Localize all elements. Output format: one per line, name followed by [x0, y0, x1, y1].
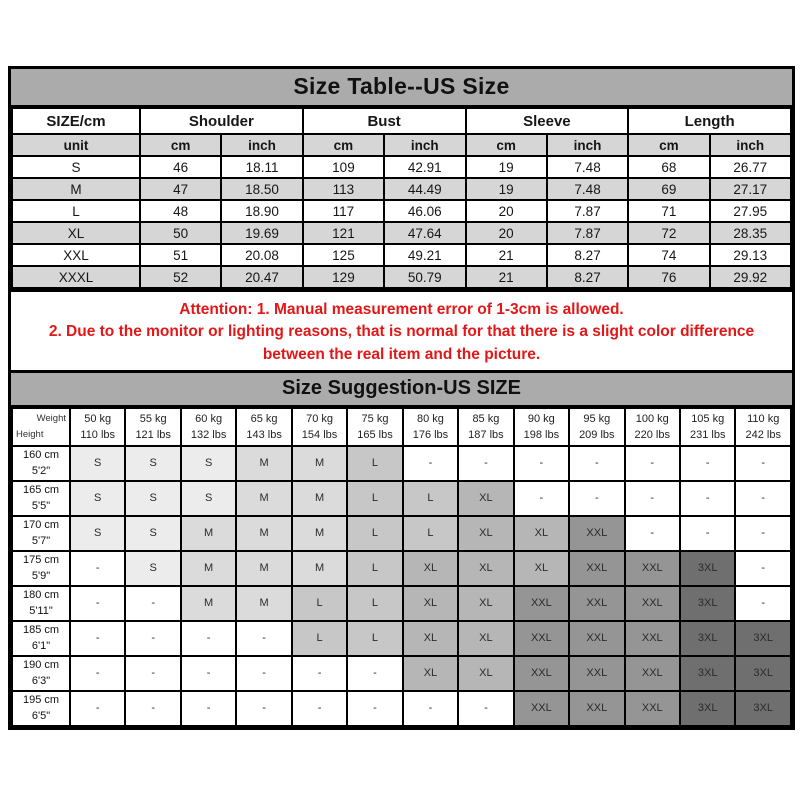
measurement-value: 27.17: [710, 178, 791, 200]
suggested-size-cell: -: [347, 656, 402, 691]
suggested-size-cell: L: [347, 516, 402, 551]
suggested-size-cell: XXL: [625, 656, 680, 691]
measurement-value: 19: [466, 178, 547, 200]
suggested-size-cell: -: [125, 586, 180, 621]
weight-kg: 80 kg: [416, 412, 444, 425]
suggested-size-cell: XXL: [514, 691, 569, 726]
weight-lbs: 165 lbs: [357, 429, 393, 441]
suggested-size-cell: -: [236, 656, 291, 691]
suggested-size-cell: -: [125, 691, 180, 726]
weight-kg: 95 kg: [583, 412, 611, 425]
measurement-value: 7.48: [547, 178, 628, 200]
suggested-size-cell: -: [125, 656, 180, 691]
weight-kg: 110 kg: [747, 412, 780, 425]
height-row: [12, 691, 791, 726]
measurement-value: 7.87: [547, 222, 628, 244]
unit-header: cm: [303, 134, 384, 156]
suggested-size-cell: M: [292, 481, 347, 516]
height-row: [12, 516, 791, 551]
measurement-value: 76: [628, 266, 709, 288]
measurement-value: 46: [140, 156, 221, 178]
height-label: [12, 656, 70, 691]
unit-label: unit: [12, 134, 140, 156]
suggested-size-cell: -: [569, 481, 624, 516]
unit-header-row: [12, 134, 791, 156]
weight-lbs: 198 lbs: [523, 429, 560, 441]
group-header-row: [12, 108, 791, 134]
height-label: [12, 621, 70, 656]
suggested-size-cell: S: [125, 551, 180, 586]
measurement-value: 51: [140, 244, 221, 266]
weight-lbs: 132 lbs: [190, 429, 227, 441]
measurement-value: 18.11: [221, 156, 302, 178]
height-cm: 195 cm: [22, 693, 60, 706]
suggested-size-cell: XXL: [569, 586, 624, 621]
measurement-value: 121: [303, 222, 384, 244]
suggested-size-cell: -: [70, 551, 125, 586]
height-label: [12, 551, 70, 586]
suggested-size-cell: XL: [458, 551, 513, 586]
suggested-size-cell: -: [458, 446, 513, 481]
measurement-value: 50: [140, 222, 221, 244]
suggested-size-cell: -: [735, 551, 791, 586]
size-label: S: [12, 156, 140, 178]
suggested-size-cell: L: [347, 446, 402, 481]
suggested-size-cell: -: [625, 446, 680, 481]
suggested-size-cell: L: [347, 551, 402, 586]
suggested-size-cell: XL: [403, 586, 458, 621]
suggested-size-cell: S: [181, 446, 236, 481]
unit-header: inch: [384, 134, 465, 156]
height-ft: 6'1": [31, 639, 51, 652]
suggested-size-cell: -: [735, 446, 791, 481]
suggested-size-cell: 3XL: [680, 586, 735, 621]
suggested-size-cell: XL: [514, 551, 569, 586]
measurement-value: 20: [466, 200, 547, 222]
height-cm: 190 cm: [22, 658, 60, 671]
suggested-size-cell: XXL: [569, 656, 624, 691]
group-header-shoulder: Shoulder: [140, 108, 303, 134]
group-header-sleeve: Sleeve: [466, 108, 629, 134]
suggested-size-cell: -: [292, 691, 347, 726]
height-cm: 185 cm: [22, 623, 60, 636]
height-row: [12, 621, 791, 656]
height-label: [12, 516, 70, 551]
suggested-size-cell: M: [236, 446, 291, 481]
measurement-value: 8.27: [547, 266, 628, 288]
suggested-size-cell: XXL: [569, 551, 624, 586]
size-suggestion-table: [11, 407, 792, 727]
suggested-size-cell: -: [735, 586, 791, 621]
size-label: XXL: [12, 244, 140, 266]
weight-kg: 100 kg: [635, 412, 669, 425]
size-table-section: [8, 66, 795, 378]
attention-line-2: 2. Due to the monitor or lighting reasons, that is normal for that there is a slight color difference: [48, 323, 755, 341]
weight-kg: 65 kg: [250, 412, 278, 425]
measurement-value: 29.13: [710, 244, 791, 266]
weight-kg: 75 kg: [361, 412, 389, 425]
measurement-value: 129: [303, 266, 384, 288]
measurement-value: 47.64: [384, 222, 465, 244]
weight-header: [347, 408, 402, 446]
height-row: [12, 551, 791, 586]
suggested-size-cell: -: [514, 481, 569, 516]
suggested-size-cell: M: [292, 446, 347, 481]
weight-kg: 50 kg: [84, 412, 112, 425]
size-table-body: [12, 156, 791, 288]
measurement-value: 113: [303, 178, 384, 200]
suggested-size-cell: 3XL: [735, 691, 791, 726]
measurement-value: 69: [628, 178, 709, 200]
measurement-value: 28.35: [710, 222, 791, 244]
measurement-value: 109: [303, 156, 384, 178]
size-row-m: [12, 178, 791, 200]
height-cm: 175 cm: [22, 553, 60, 566]
attention-note: [11, 289, 792, 375]
suggested-size-cell: -: [680, 481, 735, 516]
measurement-value: 21: [466, 244, 547, 266]
size-table: [11, 107, 792, 289]
suggested-size-cell: -: [70, 691, 125, 726]
height-row: [12, 656, 791, 691]
height-cm: 165 cm: [22, 483, 60, 496]
suggested-size-cell: XL: [458, 586, 513, 621]
suggested-size-cell: -: [70, 621, 125, 656]
suggested-size-cell: -: [347, 691, 402, 726]
suggested-size-cell: -: [181, 691, 236, 726]
height-ft: 5'7": [31, 534, 51, 547]
attention-line-1: Attention: 1. Manual measurement error of 1-3cm is allowed.: [179, 301, 624, 318]
suggested-size-cell: S: [70, 446, 125, 481]
height-ft: 6'5": [31, 709, 51, 722]
weight-lbs: 176 lbs: [412, 429, 449, 441]
height-row: [12, 446, 791, 481]
height-row: [12, 481, 791, 516]
suggested-size-cell: XXL: [514, 621, 569, 656]
suggested-size-cell: S: [181, 481, 236, 516]
size-label: M: [12, 178, 140, 200]
weight-lbs: 187 lbs: [468, 429, 504, 441]
suggested-size-cell: M: [181, 516, 236, 551]
suggested-size-cell: XXL: [514, 586, 569, 621]
suggested-size-cell: -: [70, 656, 125, 691]
suggested-size-cell: -: [70, 586, 125, 621]
suggested-size-cell: -: [292, 656, 347, 691]
size-suggestion-head: [12, 408, 791, 446]
weight-header: [625, 408, 680, 446]
suggested-size-cell: M: [236, 551, 291, 586]
suggested-size-cell: XL: [458, 656, 513, 691]
suggested-size-cell: XL: [458, 621, 513, 656]
suggested-size-cell: S: [125, 446, 180, 481]
suggested-size-cell: XXL: [569, 691, 624, 726]
size-row-l: [12, 200, 791, 222]
weight-lbs: 209 lbs: [579, 429, 615, 441]
measurement-value: 8.27: [547, 244, 628, 266]
weight-header: [514, 408, 569, 446]
weight-header: [569, 408, 624, 446]
weight-header: [236, 408, 291, 446]
suggested-size-cell: M: [181, 551, 236, 586]
weight-header: [458, 408, 513, 446]
measurement-value: 47: [140, 178, 221, 200]
weight-lbs: 143 lbs: [246, 429, 282, 441]
measurement-value: 20: [466, 222, 547, 244]
suggested-size-cell: -: [680, 516, 735, 551]
size-label: L: [12, 200, 140, 222]
height-label: [12, 691, 70, 726]
measurement-value: 44.49: [384, 178, 465, 200]
suggested-size-cell: S: [125, 481, 180, 516]
unit-header: cm: [628, 134, 709, 156]
suggested-size-cell: XL: [403, 621, 458, 656]
suggested-size-cell: S: [70, 481, 125, 516]
suggested-size-cell: 3XL: [680, 551, 735, 586]
suggested-size-cell: -: [569, 446, 624, 481]
unit-header: inch: [547, 134, 628, 156]
size-table-title: Size Table--US Size: [11, 69, 792, 107]
measurement-value: 27.95: [710, 200, 791, 222]
group-header-length: Length: [628, 108, 791, 134]
measurement-value: 125: [303, 244, 384, 266]
measurement-value: 19.69: [221, 222, 302, 244]
size-label: XXXL: [12, 266, 140, 288]
weight-header: [292, 408, 347, 446]
height-ft: 5'11": [29, 604, 53, 617]
suggested-size-cell: 3XL: [735, 621, 791, 656]
height-ft: 5'2": [31, 464, 51, 477]
suggested-size-cell: -: [680, 446, 735, 481]
suggested-size-cell: -: [403, 446, 458, 481]
measurement-value: 72: [628, 222, 709, 244]
suggested-size-cell: XXL: [625, 621, 680, 656]
weight-header: [125, 408, 180, 446]
measurement-value: 71: [628, 200, 709, 222]
suggested-size-cell: L: [347, 481, 402, 516]
suggested-size-cell: L: [347, 621, 402, 656]
suggested-size-cell: XXL: [569, 621, 624, 656]
weight-kg: 90 kg: [527, 412, 555, 425]
measurement-value: 117: [303, 200, 384, 222]
measurement-value: 74: [628, 244, 709, 266]
suggested-size-cell: -: [236, 691, 291, 726]
suggested-size-cell: S: [70, 516, 125, 551]
weight-height-corner: [12, 408, 70, 446]
weight-header: [680, 408, 735, 446]
measurement-value: 7.48: [547, 156, 628, 178]
weight-kg: 85 kg: [472, 412, 500, 425]
suggested-size-cell: -: [625, 516, 680, 551]
suggested-size-cell: XXL: [625, 586, 680, 621]
height-ft: 6'3": [31, 674, 51, 687]
suggested-size-cell: XXL: [625, 691, 680, 726]
weight-kg: 60 kg: [195, 412, 223, 425]
measurement-value: 48: [140, 200, 221, 222]
size-suggestion-section: [8, 370, 795, 730]
attention-line-3: between the real item and the picture.: [262, 345, 541, 363]
size-table-head: [12, 108, 791, 156]
suggested-size-cell: L: [403, 516, 458, 551]
weight-kg: 70 kg: [306, 412, 333, 425]
suggested-size-cell: XL: [458, 481, 513, 516]
suggested-size-cell: L: [292, 586, 347, 621]
measurement-value: 52: [140, 266, 221, 288]
height-label: [12, 586, 70, 621]
suggested-size-cell: -: [403, 691, 458, 726]
suggested-size-cell: L: [403, 481, 458, 516]
suggested-size-cell: -: [735, 481, 791, 516]
measurement-value: 19: [466, 156, 547, 178]
height-label: [12, 481, 70, 516]
suggested-size-cell: M: [181, 586, 236, 621]
group-header-bust: Bust: [303, 108, 466, 134]
weight-header: [181, 408, 236, 446]
height-cm: 180 cm: [22, 588, 60, 601]
suggested-size-cell: -: [236, 621, 291, 656]
suggested-size-cell: -: [735, 516, 791, 551]
corner-height-label: Height: [16, 428, 44, 440]
size-suggestion-title: Size Suggestion-US SIZE: [11, 373, 792, 407]
measurement-value: 18.50: [221, 178, 302, 200]
measurement-value: 68: [628, 156, 709, 178]
weight-header: [70, 408, 125, 446]
weight-lbs: 242 lbs: [745, 429, 781, 441]
measurement-value: 20.08: [221, 244, 302, 266]
measurement-value: 49.21: [384, 244, 465, 266]
height-ft: 5'9": [31, 569, 51, 582]
suggested-size-cell: XL: [458, 516, 513, 551]
weight-header: [735, 408, 791, 446]
height-cm: 170 cm: [22, 518, 60, 531]
measurement-value: 46.06: [384, 200, 465, 222]
suggested-size-cell: 3XL: [735, 656, 791, 691]
suggested-size-cell: M: [292, 551, 347, 586]
suggested-size-cell: 3XL: [680, 621, 735, 656]
suggested-size-cell: 3XL: [680, 691, 735, 726]
suggested-size-cell: -: [458, 691, 513, 726]
size-suggestion-body: [12, 446, 791, 726]
measurement-value: 7.87: [547, 200, 628, 222]
size-cm-header: SIZE/cm: [12, 108, 140, 134]
weight-kg: 105 kg: [691, 412, 725, 425]
weight-header-row: [12, 408, 791, 446]
suggested-size-cell: M: [236, 586, 291, 621]
measurement-value: 26.77: [710, 156, 791, 178]
weight-header: [403, 408, 458, 446]
weight-lbs: 110 lbs: [80, 429, 116, 441]
weight-lbs: 154 lbs: [301, 429, 338, 441]
suggested-size-cell: M: [236, 516, 291, 551]
measurement-value: 18.90: [221, 200, 302, 222]
suggested-size-cell: -: [125, 621, 180, 656]
suggested-size-cell: -: [625, 481, 680, 516]
measurement-value: 50.79: [384, 266, 465, 288]
weight-kg: 55 kg: [139, 412, 167, 425]
weight-lbs: 231 lbs: [689, 429, 726, 441]
suggested-size-cell: L: [347, 586, 402, 621]
suggested-size-cell: XXL: [514, 656, 569, 691]
suggested-size-cell: -: [181, 621, 236, 656]
measurement-value: 20.47: [221, 266, 302, 288]
size-row-xxl: [12, 244, 791, 266]
size-row-s: [12, 156, 791, 178]
suggested-size-cell: L: [292, 621, 347, 656]
size-row-xxxl: [12, 266, 791, 288]
suggested-size-cell: XXL: [569, 516, 624, 551]
height-ft: 5'5": [31, 499, 51, 512]
unit-header: inch: [710, 134, 791, 156]
measurement-value: 42.91: [384, 156, 465, 178]
unit-header: cm: [466, 134, 547, 156]
suggested-size-cell: -: [514, 446, 569, 481]
measurement-value: 21: [466, 266, 547, 288]
weight-lbs: 121 lbs: [135, 429, 171, 441]
suggested-size-cell: M: [292, 516, 347, 551]
size-row-xl: [12, 222, 791, 244]
suggested-size-cell: S: [125, 516, 180, 551]
size-label: XL: [12, 222, 140, 244]
unit-header: inch: [221, 134, 302, 156]
corner-weight-label: Weight: [36, 413, 66, 424]
suggested-size-cell: M: [236, 481, 291, 516]
height-label: [12, 446, 70, 481]
suggested-size-cell: 3XL: [680, 656, 735, 691]
height-row: [12, 586, 791, 621]
suggested-size-cell: XL: [403, 656, 458, 691]
height-cm: 160 cm: [22, 448, 60, 461]
weight-lbs: 220 lbs: [634, 429, 670, 441]
suggested-size-cell: XL: [514, 516, 569, 551]
suggested-size-cell: XL: [403, 551, 458, 586]
suggested-size-cell: XXL: [625, 551, 680, 586]
suggested-size-cell: -: [181, 656, 236, 691]
measurement-value: 29.92: [710, 266, 791, 288]
unit-header: cm: [140, 134, 221, 156]
